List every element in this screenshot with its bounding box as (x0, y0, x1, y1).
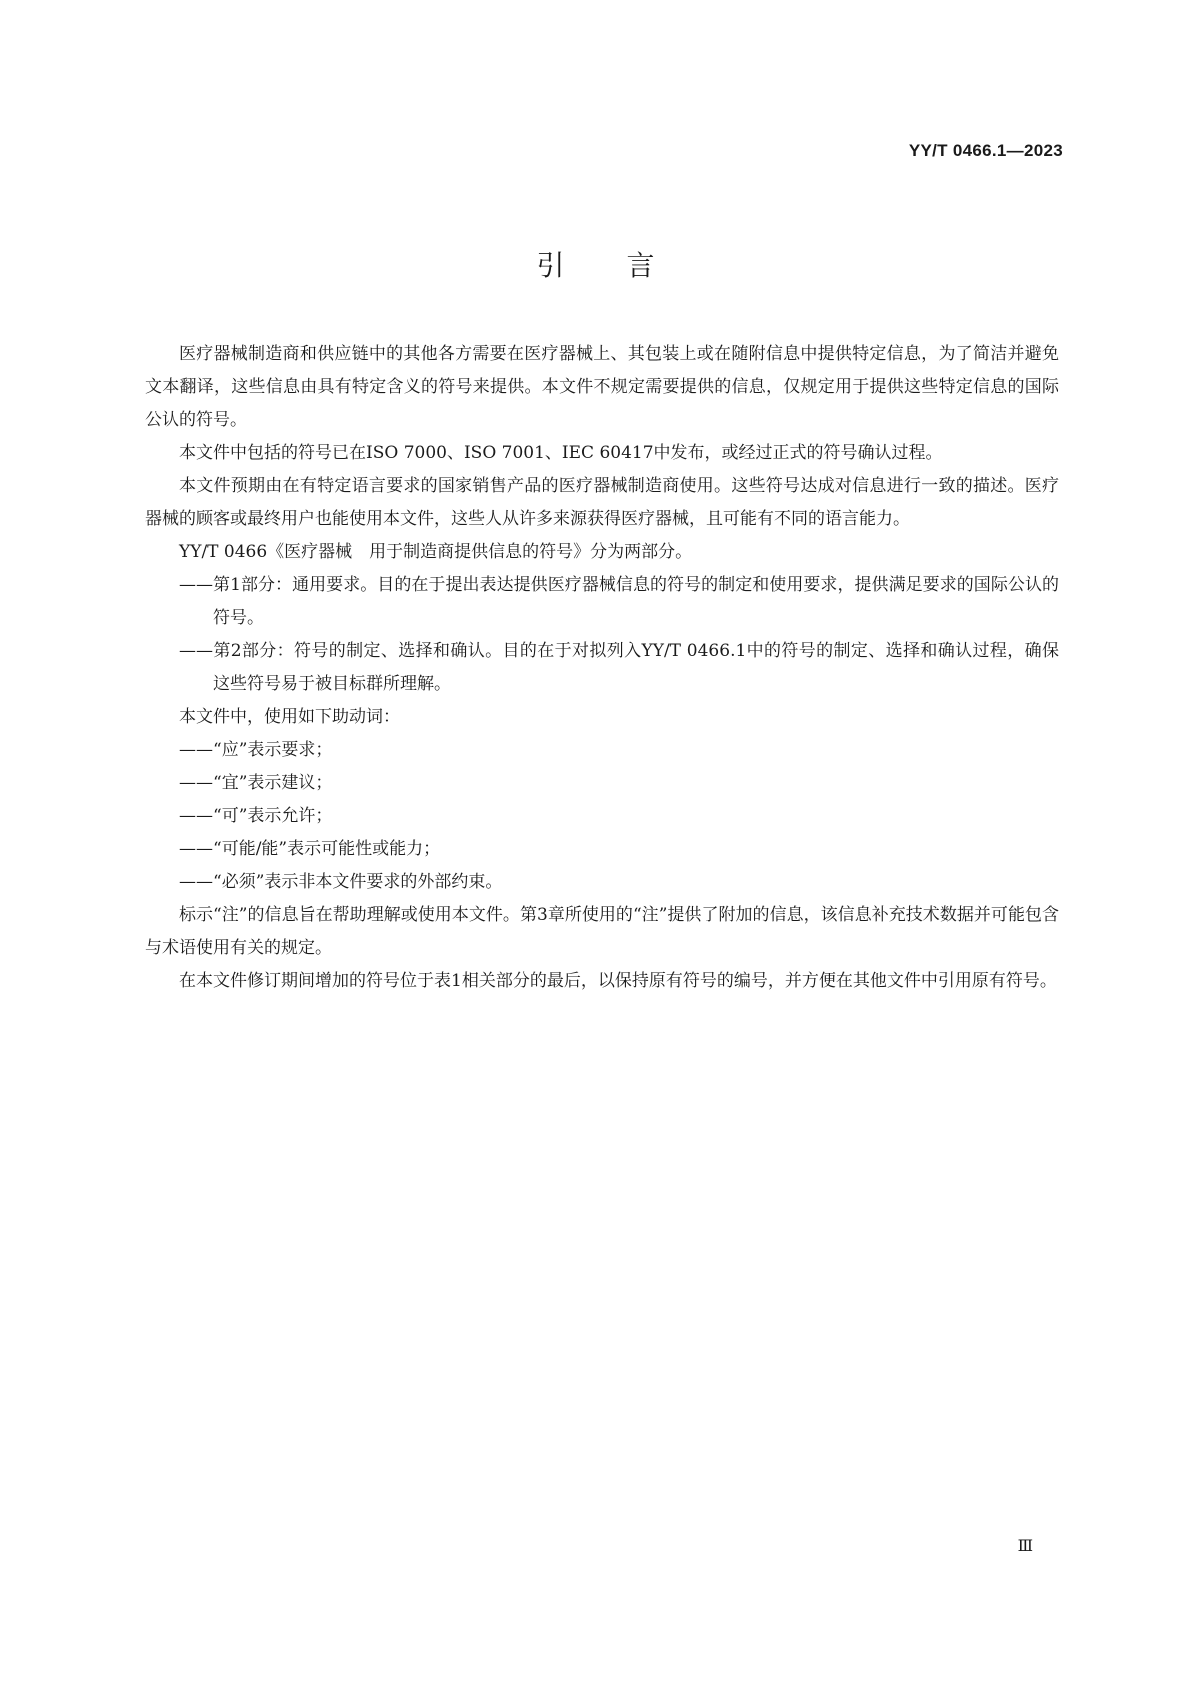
list-item-verb-may: ——“可”表示允许； (179, 806, 333, 826)
paragraph-parts-intro: YY/T 0466《医疗器械 用于制造商提供信息的符号》分为两部分。 (179, 542, 693, 562)
standard-code: YY/T 0466.1—2023 (908, 141, 1063, 160)
list-item-part2: ——第2部分：符号的制定、选择和确认。目的在于对拟列入YY/T 0466.1中的符号的制定、选择和确认过程，确保这些符号易于被目标群所理解。 (179, 641, 1059, 694)
list-item-part1: ——第1部分：通用要求。目的在于提出表达提供医疗器械信息的符号的制定和使用要求，提供满足要求的国际公认的符号。 (179, 575, 1059, 628)
paragraph-purpose: 医疗器械制造商和供应链中的其他各方需要在医疗器械上、其包装上或在随附信息中提供特定信息，为了简洁并避免文本翻译，这些信息由具有特定含义的符号来提供。本文件不规定需要提供的信息，仅规定用于提供这些特定信息的国际公认的符号。 (145, 344, 1059, 430)
paragraph-revision: 在本文件修订期间增加的符号位于表1相关部分的最后，以保持原有符号的编号，并方便在其他文件中引用原有符号。 (179, 971, 1057, 991)
page-title: 引言 (536, 249, 717, 282)
document-body (145, 338, 1059, 998)
list-item-verb-should: ——“宜”表示建议； (179, 773, 333, 793)
paragraph-sources: 本文件中包括的符号已在ISO 7000、ISO 7001、IEC 60417中发布，或经过正式的符号确认过程。 (179, 443, 943, 463)
list-item-verb-can: ——“可能/能”表示可能性或能力； (179, 839, 441, 859)
page-number: Ⅲ (1017, 1536, 1033, 1555)
list-item-verb-shall: ——“应”表示要求； (179, 740, 333, 760)
paragraph-verbs-intro: 本文件中，使用如下助动词： (179, 707, 400, 727)
paragraph-intended-use: 本文件预期由在有特定语言要求的国家销售产品的医疗器械制造商使用。这些符号达成对信息进行一致的描述。医疗器械的顾客或最终用户也能使用本文件，这些人从许多来源获得医疗器械，且可能有不同的语言能力。 (145, 476, 1059, 529)
paragraph-notes: 标示“注”的信息旨在帮助理解或使用本文件。第3章所使用的“注”提供了附加的信息，该信息补充技术数据并可能包含与术语使用有关的规定。 (145, 905, 1059, 958)
list-item-verb-must: ——“必须”表示非本文件要求的外部约束。 (179, 872, 503, 892)
